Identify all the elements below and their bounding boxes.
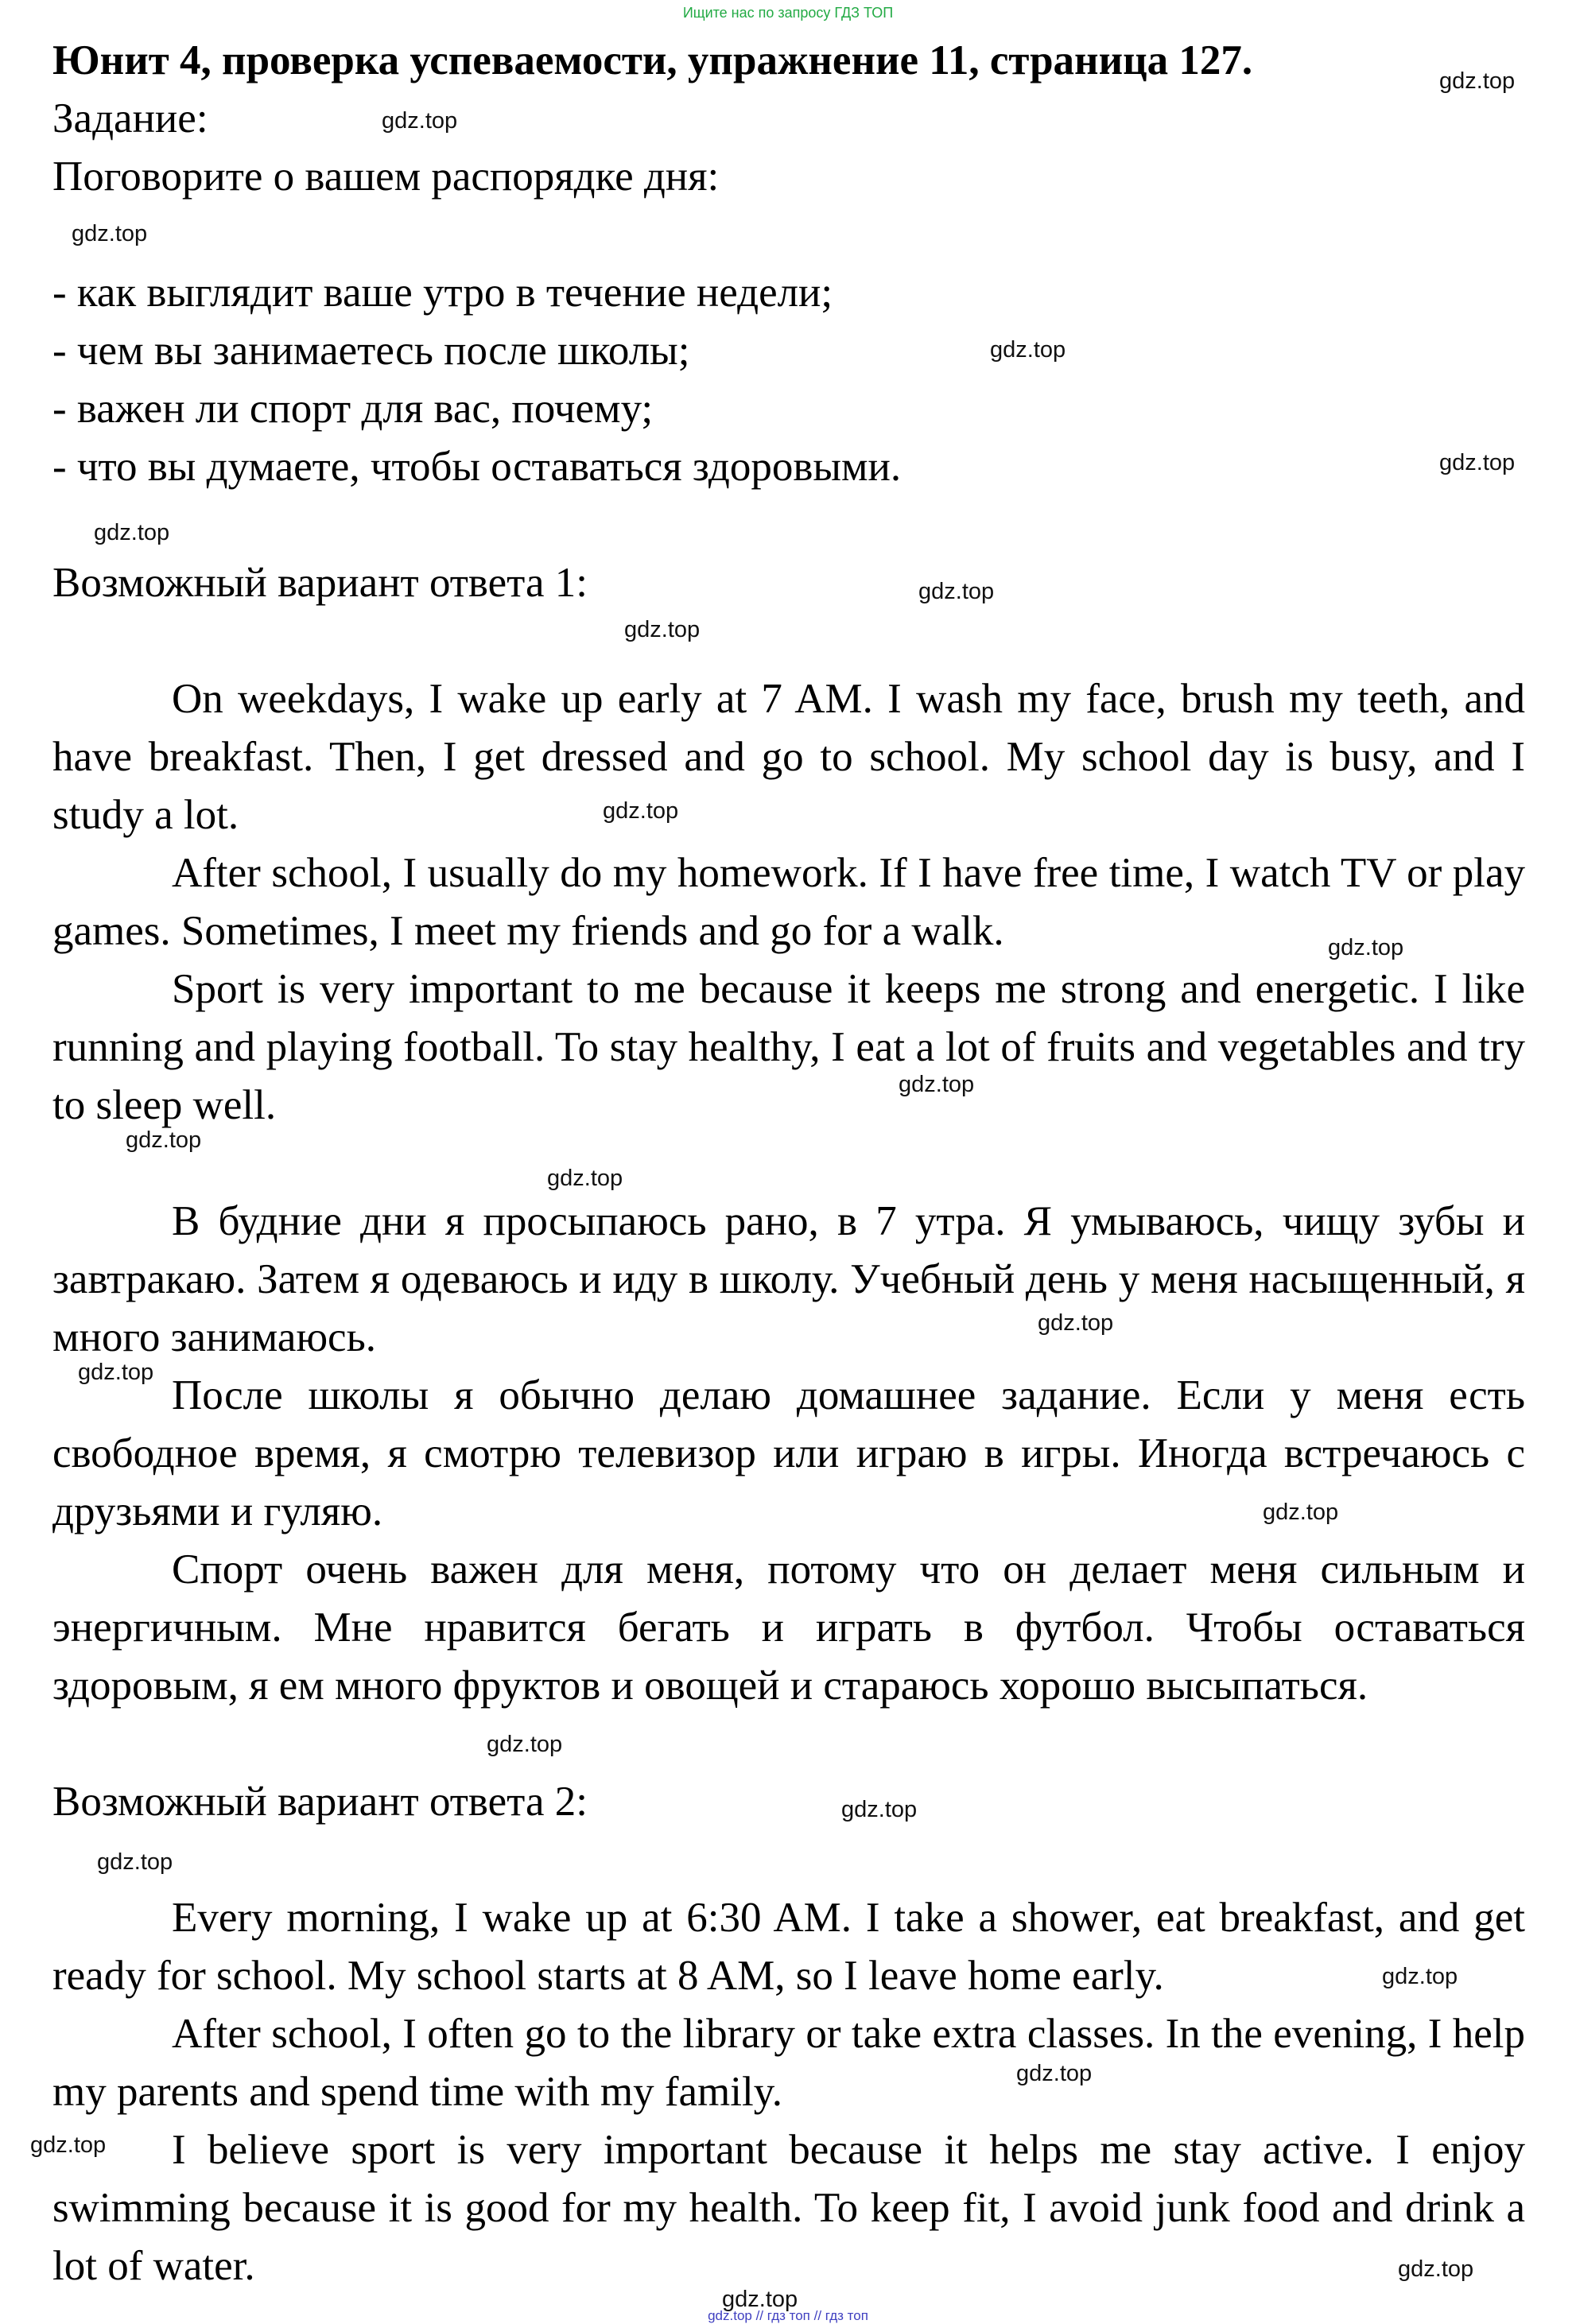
spacer <box>52 1135 1525 1193</box>
watermark: gdz.top <box>722 2287 798 2312</box>
answer2-english-paragraph: After school, I often go to the library or take extra classes. In the evening, I help my parents and spend time with my family. <box>52 2011 1525 2115</box>
answer2-english-paragraph: I believe sport is very important because it helps me stay active. I enjoy swimming because it is good for my health. To keep fit, I avoid junk food and drink a lot of water. <box>52 2127 1525 2289</box>
watermark: gdz.top <box>918 579 995 604</box>
task-item: - чем вы занимаетесь после школы; <box>52 328 690 374</box>
watermark: gdz.top <box>990 337 1066 363</box>
watermark: gdz.top <box>94 520 170 545</box>
watermark: gdz.top <box>487 1732 563 1757</box>
watermark: gdz.top <box>624 617 701 642</box>
watermark: gdz.top <box>1439 68 1516 94</box>
spacer <box>52 206 1525 264</box>
answer2-english-paragraph: Every morning, I wake up at 6:30 AM. I take a shower, eat breakfast, and get ready for school. My school starts at 8 AM, so I leave home early. <box>52 1895 1525 1999</box>
spacer <box>52 612 1525 670</box>
watermark: gdz.top <box>72 221 148 246</box>
watermark: gdz.top <box>1398 2256 1474 2282</box>
watermark: gdz.top <box>547 1166 623 1191</box>
watermark: gdz.top <box>603 798 679 824</box>
task-item: - что вы думаете, чтобы оставаться здоровыми. <box>52 444 902 490</box>
task-item: - важен ли спорт для вас, почему; <box>52 386 654 432</box>
watermark: gdz.top <box>1016 2061 1093 2086</box>
answer1-russian-paragraph: После школы я обычно делаю домашнее задание. Если у меня есть свободное время, я смотрю телевизор или играю в игры. Иногда встречаюсь с друзьями и гуляю. <box>52 1372 1525 1534</box>
watermark: gdz.top <box>97 1849 173 1875</box>
watermark: gdz.top <box>1439 450 1516 475</box>
bottom-banner-link[interactable]: gdz.top // гдз топ // гдз топ <box>708 2308 868 2323</box>
spacer <box>52 1715 1525 1773</box>
top-banner-link[interactable]: Ищите нас по запросу ГДЗ ТОП <box>682 5 894 21</box>
task-label: Задание: <box>52 95 208 142</box>
watermark: gdz.top <box>78 1360 154 1385</box>
answer1-english-paragraph: After school, I usually do my homework. If I have free time, I watch TV or play games. Sometimes, I meet my friends and go for a walk. <box>52 850 1525 954</box>
answer2-label: Возможный вариант ответа 2: <box>52 1779 588 1825</box>
watermark: gdz.top <box>1263 1500 1339 1525</box>
task-item: - как выглядит ваше утро в течение недели; <box>52 270 833 316</box>
watermark: gdz.top <box>1382 1964 1458 1989</box>
watermark: gdz.top <box>126 1127 202 1153</box>
answer1-label: Возможный вариант ответа 1: <box>52 560 588 606</box>
watermark: gdz.top <box>1038 1310 1114 1336</box>
answer1-russian-paragraph: В будние дни я просыпаюсь рано, в 7 утра. Я умываюсь, чищу зубы и завтракаю. Затем я одеваюсь и иду в школу. Учебный день у меня насыщенный, я много занимаюсь. <box>52 1198 1525 1360</box>
watermark: gdz.top <box>1328 935 1404 960</box>
task-intro: Поговорите о вашем распорядке дня: <box>52 153 720 200</box>
spacer <box>52 1831 1525 1889</box>
answer1-english-paragraph: Sport is very important to me because it keeps me strong and energetic. I like running and playing football. To stay healthy, I eat a lot of fruits and vegetables and try to sleep well. <box>52 966 1525 1128</box>
document-content <box>52 32 1525 2295</box>
watermark: gdz.top <box>382 108 458 134</box>
watermark: gdz.top <box>841 1797 918 1822</box>
page-title: Юнит 4, проверка успеваемости, упражнение 11, страница 127. <box>52 37 1253 83</box>
watermark: gdz.top <box>899 1072 975 1097</box>
answer1-english-paragraph: On weekdays, I wake up early at 7 AM. I wash my face, brush my teeth, and have breakfast. Then, I get dressed and go to school. My school day is busy, and I study a lot. <box>52 676 1525 838</box>
watermark: gdz.top <box>30 2132 107 2158</box>
answer1-russian-paragraph: Спорт очень важен для меня, потому что он делает меня сильным и энергичным. Мне нравится бегать и играть в футбол. Чтобы оставаться здоровым, я ем много фруктов и овощей и стараюсь хорошо высыпаться. <box>52 1546 1525 1709</box>
spacer <box>52 496 1525 554</box>
